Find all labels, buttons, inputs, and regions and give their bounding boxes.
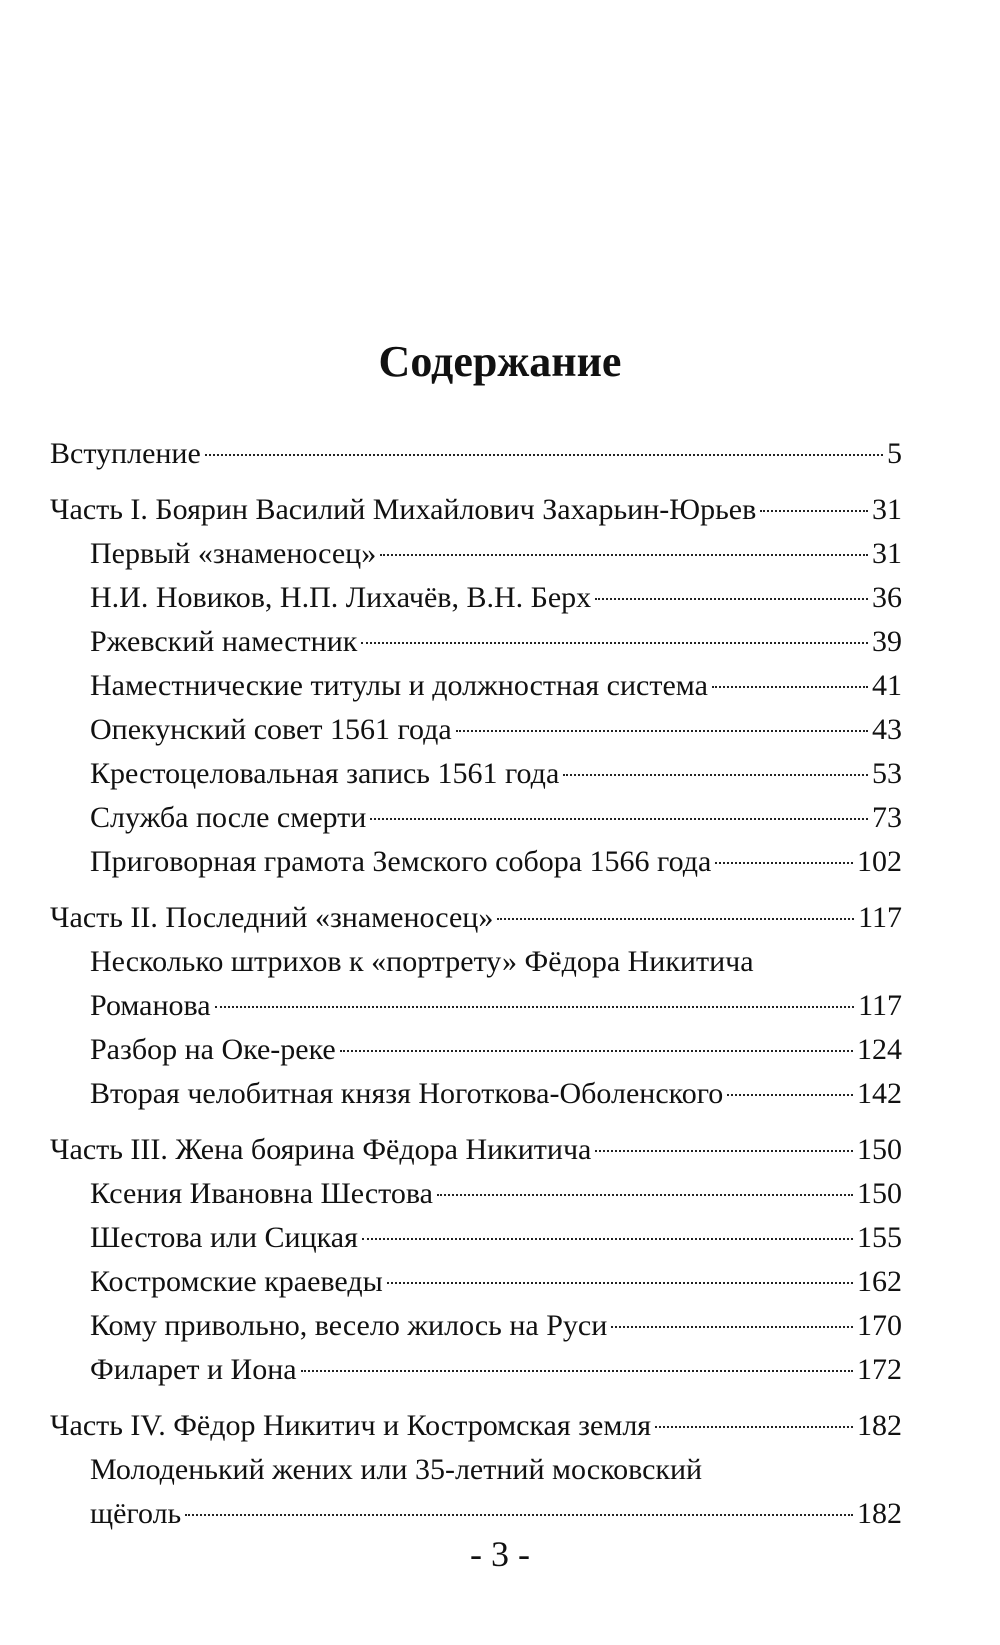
leader-dots [456, 730, 868, 732]
page-number: - 3 - [470, 1534, 530, 1574]
toc-entry-title: Разбор на Оке-реке [90, 1033, 336, 1066]
toc-entry[interactable] [50, 796, 902, 840]
toc-entry-title-line2: Романова [90, 989, 211, 1022]
leader-dots [362, 1238, 853, 1240]
toc-entry-title: Н.И. Новиков, Н.П. Лихачёв, В.Н. Берх [90, 581, 592, 614]
toc-entry-title-line1: Молоденький жених или 35-летний московский [90, 1453, 703, 1486]
leader-dots [712, 686, 868, 688]
toc-entry-page: 39 [872, 625, 902, 658]
toc-entry-title: Костромские краеведы [90, 1265, 383, 1298]
toc-entry[interactable] [50, 1304, 902, 1348]
toc-entry-page: 117 [858, 989, 902, 1022]
toc-entry[interactable] [50, 1172, 902, 1216]
toc-entry-title: Приговорная грамота Земского собора 1566 года [90, 845, 712, 878]
toc-entry-title: Часть III. Жена боярина Фёдора Никитича [50, 1133, 592, 1166]
toc-entry[interactable] [50, 664, 902, 708]
toc-entry-title: Часть I. Боярин Василий Михайлович Захарьин-Юрьев [50, 493, 757, 526]
toc-entry[interactable] [50, 752, 902, 796]
toc-entry-part-4[interactable] [50, 1404, 902, 1448]
leader-dots [563, 774, 868, 776]
toc-entry-title: Служба после смерти [90, 801, 367, 834]
toc-entry[interactable] [50, 1216, 902, 1260]
toc-entry-page: 31 [872, 493, 902, 526]
leader-dots [655, 1426, 853, 1428]
leader-dots [595, 598, 868, 600]
toc-entry-title: Ксения Ивановна Шестова [90, 1177, 433, 1210]
toc-entry-page: 182 [857, 1409, 902, 1442]
toc-entry-page: 142 [857, 1077, 902, 1110]
toc-entry-page: 102 [857, 845, 902, 878]
leader-dots [497, 918, 854, 920]
toc-entry-title: Опекунский совет 1561 года [90, 713, 452, 746]
toc-entry-title-line1: Несколько штрихов к «портрету» Фёдора Никитича [90, 945, 754, 978]
leader-dots [611, 1326, 853, 1328]
toc-entry-title: Часть IV. Фёдор Никитич и Костромская земля [50, 1409, 652, 1442]
toc-entry-intro[interactable] [50, 432, 902, 476]
toc-entry-title: Кому привольно, весело жилось на Руси [90, 1309, 608, 1342]
toc-entry-page: 41 [872, 669, 902, 702]
toc-entry[interactable] [50, 1072, 902, 1116]
toc-entry-title: Первый «знаменосец» [90, 537, 377, 570]
leader-dots [361, 642, 868, 644]
leader-dots [715, 862, 853, 864]
page-title: Содержание [378, 337, 622, 386]
toc-entry-page: 124 [857, 1033, 902, 1066]
leader-dots [185, 1514, 853, 1516]
leader-dots [215, 1006, 855, 1008]
toc-entry-page: 172 [857, 1353, 902, 1386]
leader-dots [370, 818, 868, 820]
leader-dots [437, 1194, 853, 1196]
leader-dots [387, 1282, 853, 1284]
leader-dots [205, 454, 883, 456]
toc-entry[interactable] [50, 940, 902, 1028]
toc-entry-page: 162 [857, 1265, 902, 1298]
toc-entry-title: Ржевский наместник [90, 625, 358, 658]
toc-entry-part-1[interactable] [50, 488, 902, 532]
toc-entry-title: Часть II. Последний «знаменосец» [50, 901, 494, 934]
toc-entry-page: 53 [872, 757, 902, 790]
toc-entry-page: 155 [857, 1221, 902, 1254]
toc-entry-part-3[interactable] [50, 1128, 902, 1172]
toc-entry-page: 73 [872, 801, 902, 834]
toc-entry-page: 150 [857, 1133, 902, 1166]
toc-entry[interactable] [50, 1260, 902, 1304]
toc-entry-title: Вторая челобитная князя Ноготкова-Оболенского [90, 1077, 724, 1110]
toc-entry-title-line2: щёголь [90, 1497, 182, 1530]
toc-entry-page: 182 [857, 1497, 902, 1530]
toc-entry-page: 31 [872, 537, 902, 570]
leader-dots [727, 1094, 853, 1096]
toc-entry[interactable] [50, 1348, 902, 1392]
toc-entry[interactable] [50, 532, 902, 576]
leader-dots [760, 510, 868, 512]
leader-dots [340, 1050, 853, 1052]
toc-entry-title: Филарет и Иона [90, 1353, 297, 1386]
toc-entry-page: 117 [858, 901, 902, 934]
leader-dots [301, 1370, 853, 1372]
toc-entry-part-2[interactable] [50, 896, 902, 940]
toc-entry[interactable] [50, 1448, 902, 1536]
toc-entry-title: Вступление [50, 437, 201, 470]
table-of-contents [50, 432, 902, 1536]
toc-entry[interactable] [50, 576, 902, 620]
toc-entry[interactable] [50, 1028, 902, 1072]
toc-entry-page: 36 [872, 581, 902, 614]
toc-entry[interactable] [50, 708, 902, 752]
toc-entry-page: 150 [857, 1177, 902, 1210]
leader-dots [380, 554, 868, 556]
toc-entry-title: Наместнические титулы и должностная система [90, 669, 708, 702]
toc-entry-page: 170 [857, 1309, 902, 1342]
toc-entry[interactable] [50, 840, 902, 884]
toc-entry-title: Шестова или Сицкая [90, 1221, 358, 1254]
toc-entry[interactable] [50, 620, 902, 664]
toc-entry-page: 5 [887, 437, 902, 470]
leader-dots [595, 1150, 853, 1152]
toc-entry-page: 43 [872, 713, 902, 746]
toc-entry-title: Крестоцеловальная запись 1561 года [90, 757, 560, 790]
